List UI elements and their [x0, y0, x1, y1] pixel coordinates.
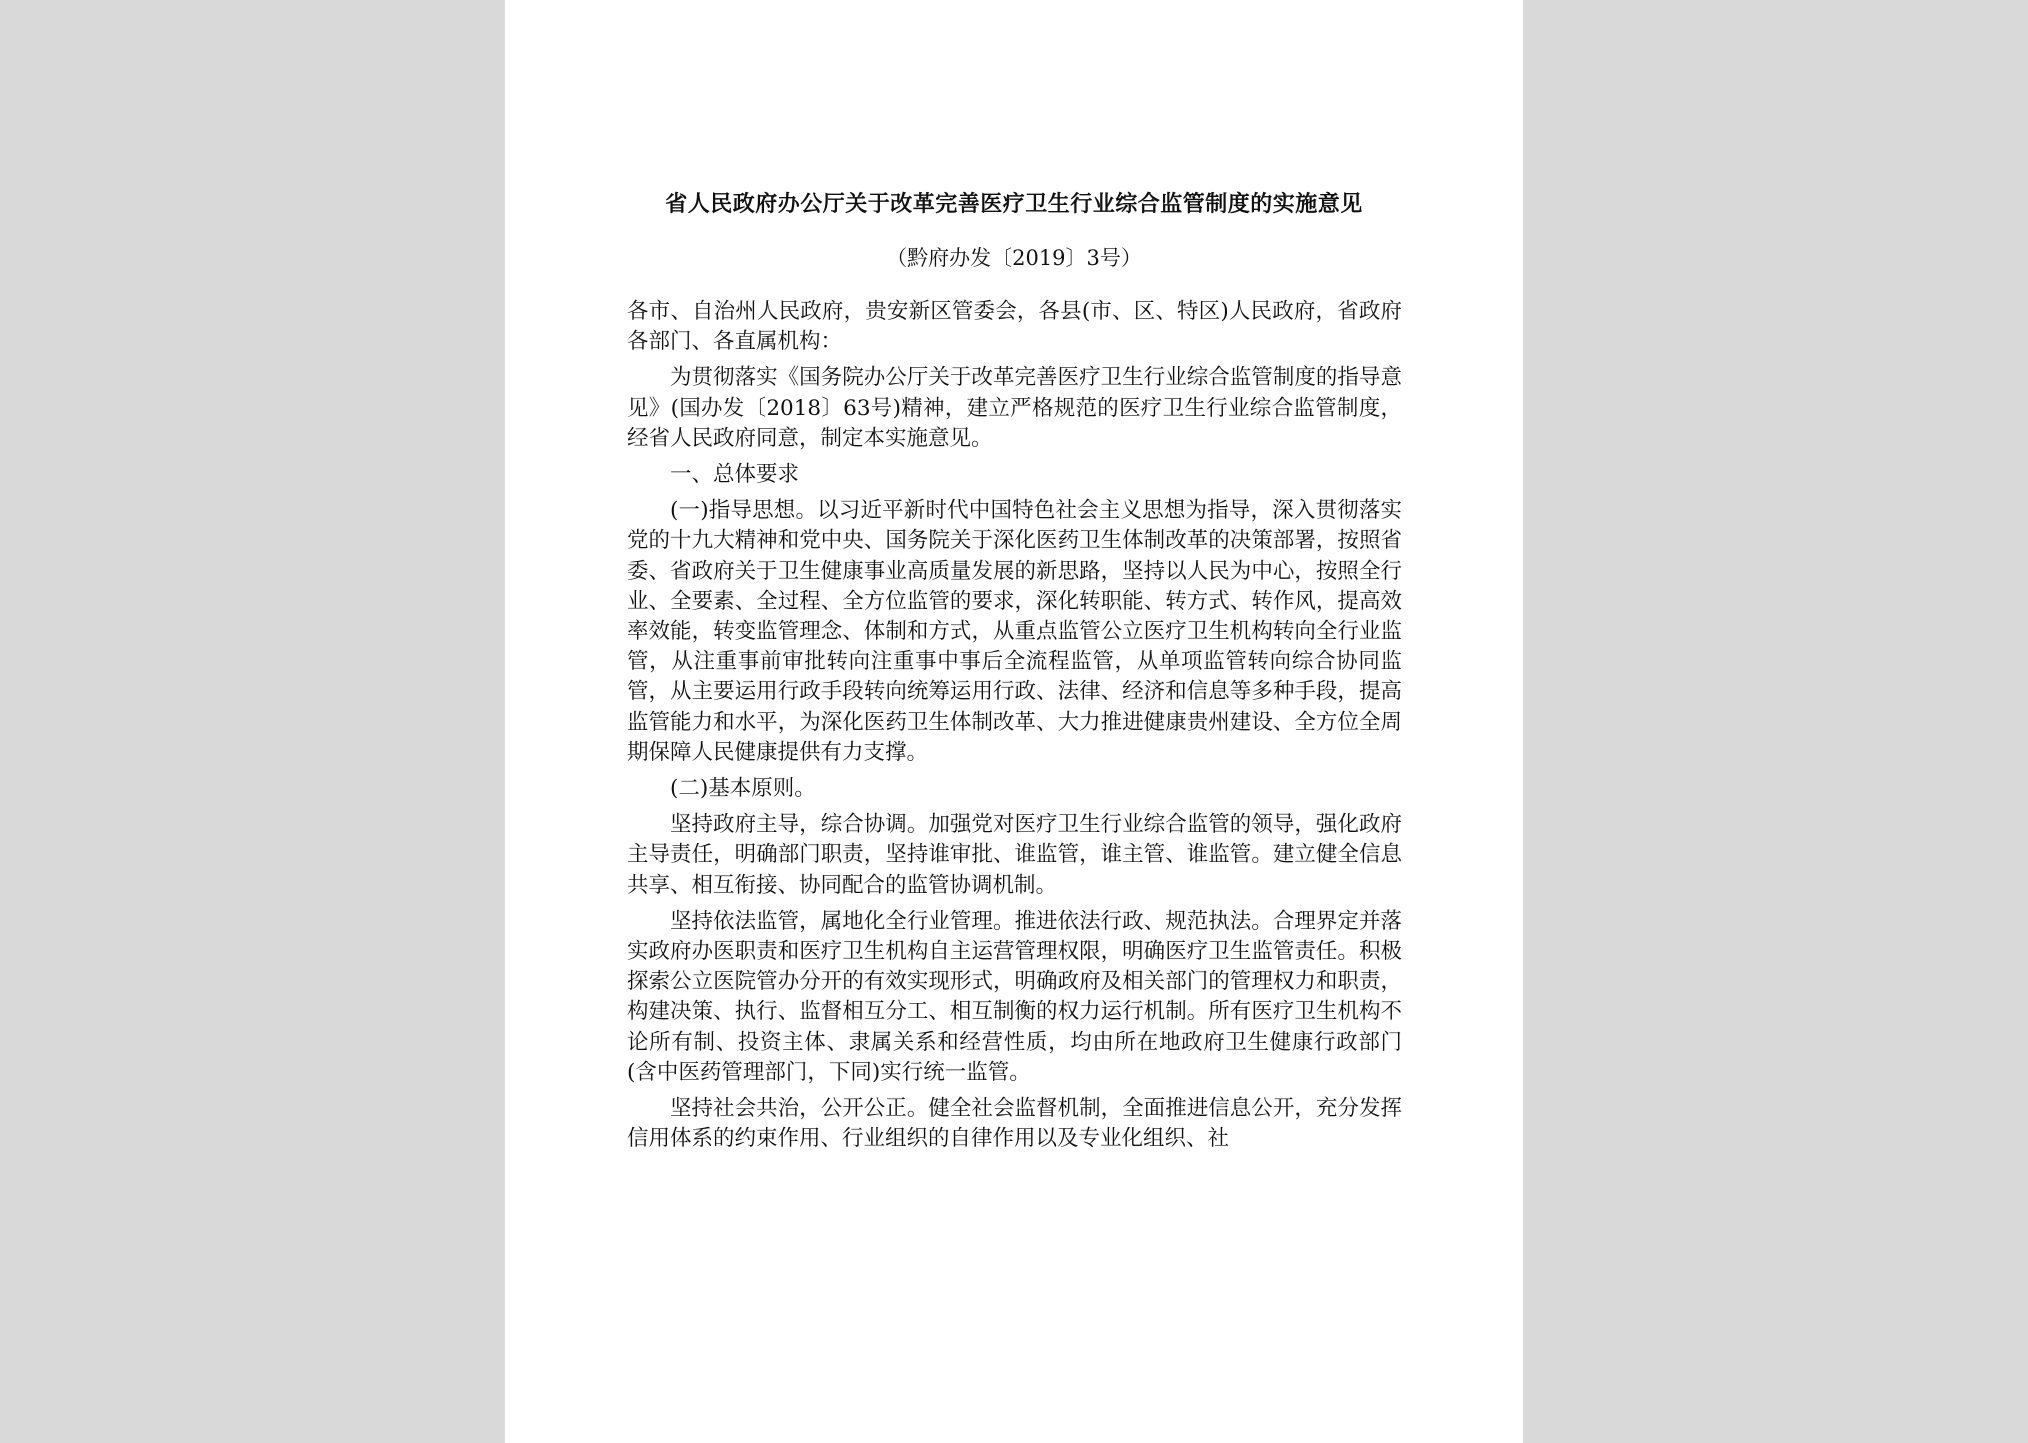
intro-paragraph: 为贯彻落实《国务院办公厅关于改革完善医疗卫生行业综合监管制度的指导意见》(国办发〔2018〕63号)精神，建立严格规范的医疗卫生行业综合监管制度，经省人民政府同意，制定本实施意见。 — [627, 365, 1402, 451]
section-heading-general-requirements: 一、总体要求 — [670, 462, 800, 488]
subsection-heading-basic-principles: (二)基本原则。 — [670, 776, 816, 802]
document-number: （黔府办发〔2019〕3号） — [886, 246, 1142, 270]
paragraph-principle-social-governance: 坚持社会共治，公开公正。健全社会监督机制，全面推进信息公开，充分发挥信用体系的约束作用、行业组织的自律作用以及专业化组织、社 — [627, 1096, 1402, 1152]
salutation: 各市、自治州人民政府，贵安新区管委会，各县(市、区、特区)人民政府，省政府各部门、各直属机构： — [627, 299, 1402, 355]
paragraph-guiding-thought: (一)指导思想。以习近平新时代中国特色社会主义思想为指导，深入贯彻落实党的十九大精神和党中央、国务院关于深化医药卫生体制改革的决策部署，按照省委、省政府关于卫生健康事业高质量发展的新思路，坚持以人民为中心，按照全行业、全要素、全过程、全方位监管的要求，深化转职能、转方式、转作风，提高效率效能，转变监管理念、体制和方式，从重点监管公立医疗卫生机构转向全行业监管，从注重事前审批转向注重事中事后全流程监管，从单项监管转向综合协同监管，从主要运用行政手段转向统筹运用行政、法律、经济和信息等多种手段，提高监管能力和水平，为深化医药卫生体制改革、大力推进健康贵州建设、全方位全周期保障人民健康提供有力支撑。 — [627, 498, 1402, 765]
document-body — [627, 297, 1402, 1160]
paragraph-principle-law-based: 坚持依法监管，属地化全行业管理。推进依法行政、规范执法。合理界定并落实政府办医职责和医疗卫生机构自主运营管理权限，明确医疗卫生监管责任。积极探索公立医院管办分开的有效实现形式，明确政府及相关部门的管理权力和职责，构建决策、执行、监督相互分工、相互制衡的权力运行机制。所有医疗卫生机构不论所有制、投资主体、隶属关系和经营性质，均由所在地政府卫生健康行政部门(含中医药管理部门，下同)实行统一监管。 — [627, 908, 1402, 1085]
document-title: 省人民政府办公厅关于改革完善医疗卫生行业综合监管制度的实施意见 — [665, 191, 1363, 217]
paragraph-principle-government-led: 坚持政府主导，综合协调。加强党对医疗卫生行业综合监管的领导，强化政府主导责任，明确部门职责，坚持谁审批、谁监管，谁主管、谁监管。建立健全信息共享、相互衔接、协同配合的监管协调机制。 — [627, 812, 1402, 898]
document-page — [505, 0, 1523, 1443]
